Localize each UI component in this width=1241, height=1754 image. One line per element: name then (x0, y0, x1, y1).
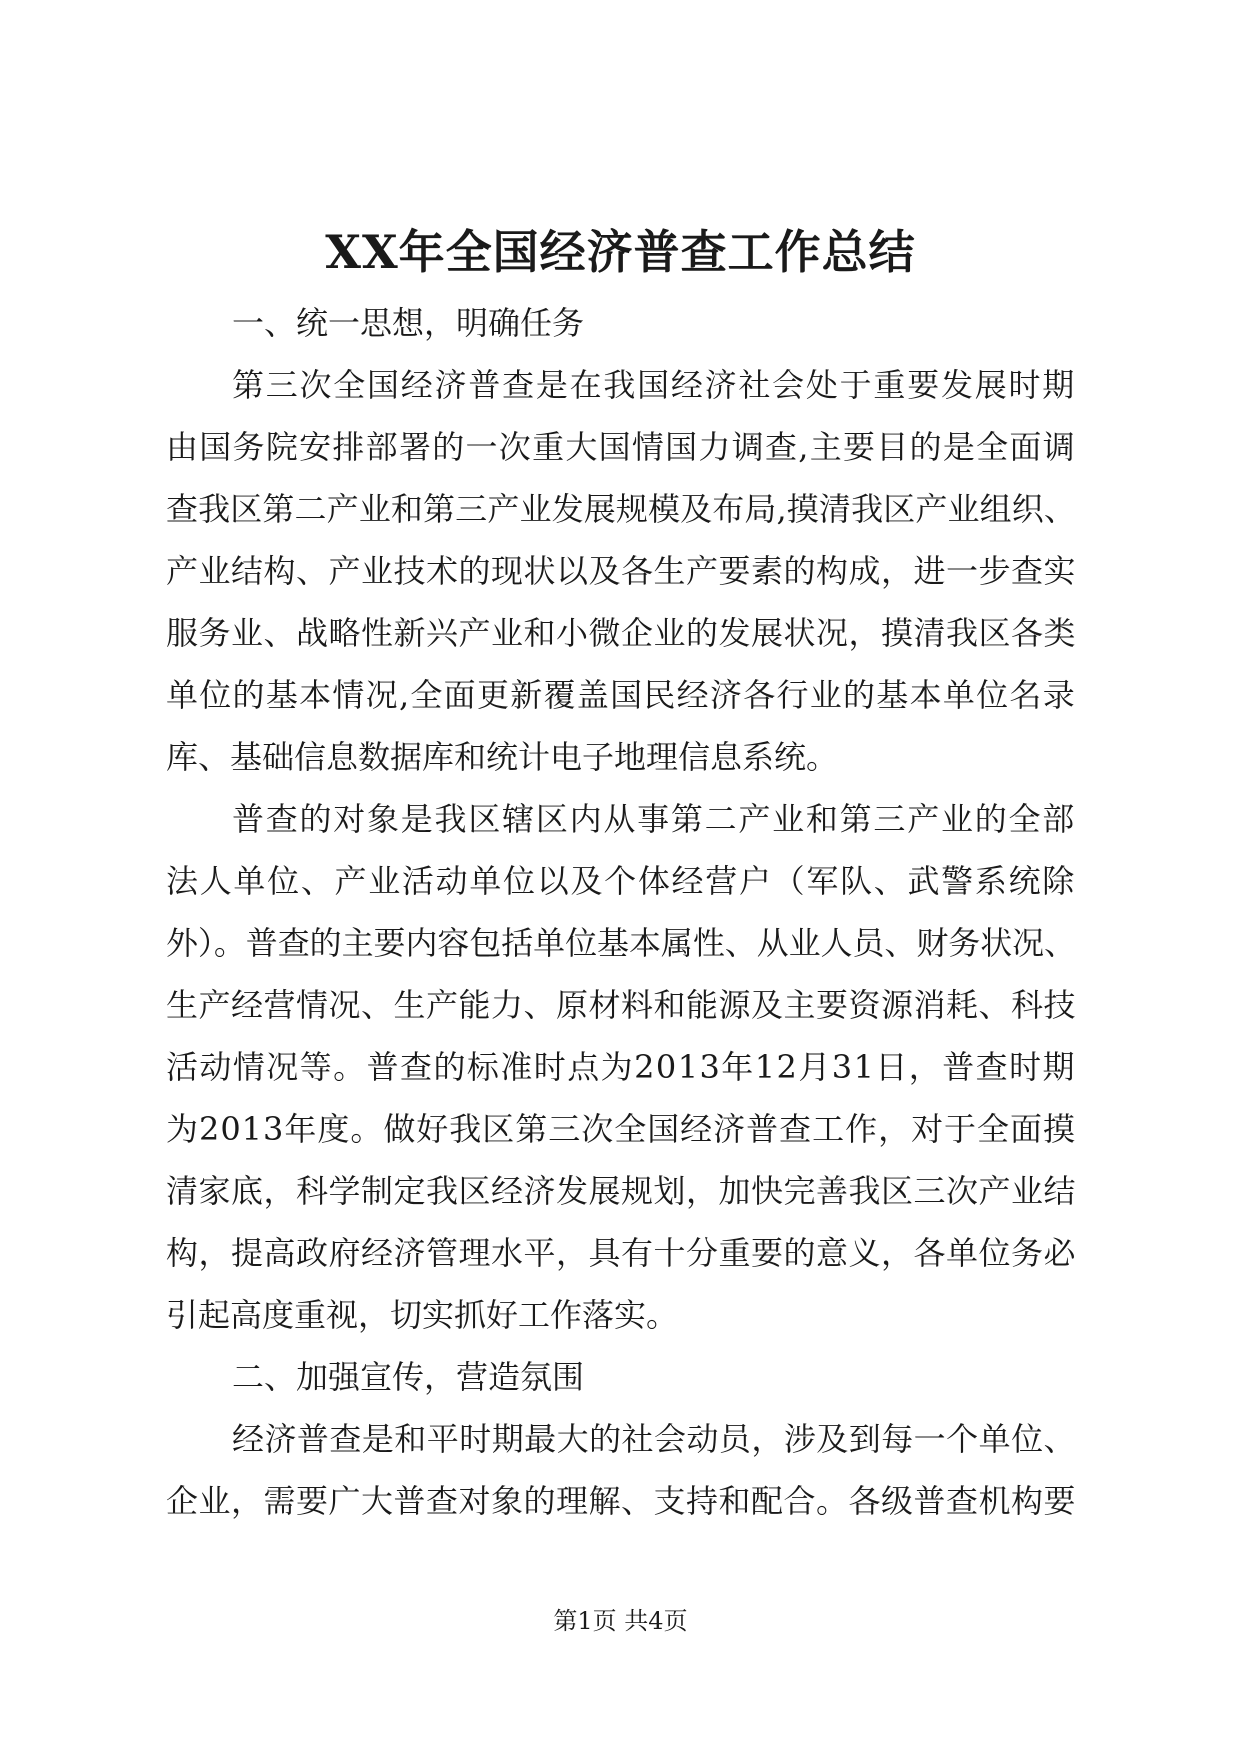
body-line: 单位的基本情况,全面更新覆盖国民经济各行业的基本单位名录 (166, 676, 1076, 714)
body-line: 活动情况等。普查的标准时点为2013年12月31日，普查时期 (166, 1048, 1076, 1086)
document-title: XX年全国经济普查工作总结 (325, 225, 916, 279)
body-line: 第三次全国经济普查是在我国经济社会处于重要发展时期 (232, 366, 1076, 404)
body-line: 普查的对象是我区辖区内从事第二产业和第三产业的全部 (232, 800, 1076, 838)
body-line: 构，提高政府经济管理水平，具有十分重要的意义，各单位务必 (166, 1234, 1076, 1272)
body-line: 企业，需要广大普查对象的理解、支持和配合。各级普查机构要 (166, 1482, 1076, 1520)
document-body (166, 292, 1076, 1532)
body-line: 法人单位、产业活动单位以及个体经营户（军队、武警系统除 (166, 862, 1076, 900)
page-footer: 第1页 共4页 (553, 1607, 688, 1635)
body-line: 一、统一思想，明确任务 (232, 304, 585, 342)
body-line: 为2013年度。做好我区第三次全国经济普查工作，对于全面摸 (166, 1110, 1076, 1148)
body-line: 由国务院安排部署的一次重大国情国力调查,主要目的是全面调 (166, 428, 1076, 466)
body-line: 服务业、战略性新兴产业和小微企业的发展状况，摸清我区各类 (166, 614, 1076, 652)
body-line: 查我区第二产业和第三产业发展规模及布局,摸清我区产业组织、 (166, 490, 1076, 528)
body-line: 产业结构、产业技术的现状以及各生产要素的构成，进一步查实 (166, 552, 1076, 590)
body-line: 引起高度重视，切实抓好工作落实。 (166, 1296, 679, 1334)
body-line: 外）。普查的主要内容包括单位基本属性、从业人员、财务状况、 (166, 924, 1076, 962)
body-line: 经济普查是和平时期最大的社会动员，涉及到每一个单位、 (232, 1420, 1076, 1458)
body-line: 库、基础信息数据库和统计电子地理信息系统。 (166, 738, 839, 776)
body-line: 清家底，科学制定我区经济发展规划，加快完善我区三次产业结 (166, 1172, 1076, 1210)
body-line: 二、加强宣传，营造氛围 (232, 1358, 585, 1396)
body-line: 生产经营情况、生产能力、原材料和能源及主要资源消耗、科技 (166, 986, 1076, 1024)
